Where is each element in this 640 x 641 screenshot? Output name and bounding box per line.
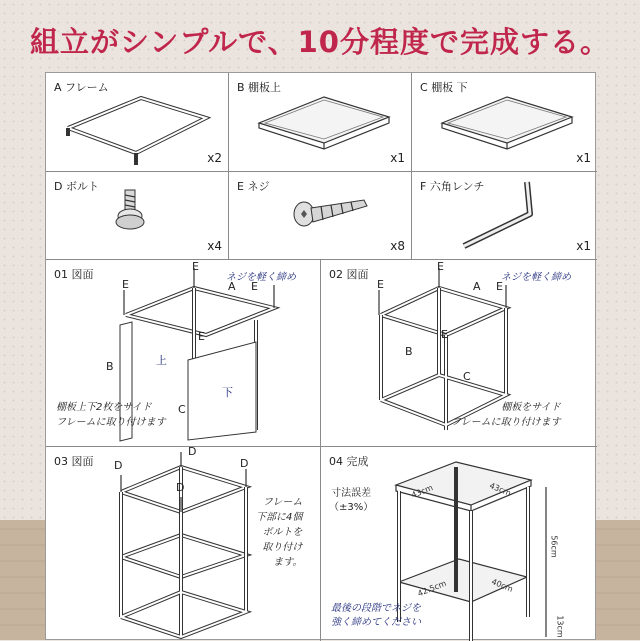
- step-01-note: ネジを軽く締め: [226, 272, 296, 283]
- part-qty-a: x2: [207, 151, 222, 165]
- step-03-label-d-front: D: [176, 481, 185, 494]
- step-03-label-d-right: D: [240, 457, 249, 470]
- part-qty-f: x1: [576, 239, 591, 253]
- step-03-label-d-top: D: [188, 445, 197, 458]
- dim-bottom-depth: 40cm: [490, 577, 515, 594]
- part-label-f: F 六角レンチ: [420, 180, 485, 193]
- part-label-d: D ボルト: [54, 180, 99, 193]
- part-cell-d: [46, 172, 229, 260]
- step-02-label-e-mid: E: [441, 328, 448, 341]
- dim-top-width: 43cm: [410, 483, 435, 500]
- step-04-title: 04 完成: [329, 455, 369, 468]
- dim-foot: 13cm: [555, 615, 565, 638]
- bolt-icon: [46, 172, 229, 260]
- step-03-caption: フレーム 下部に4個 ボルトを 取り付け ます。: [256, 497, 303, 568]
- part-label-b: B 棚板上: [237, 81, 282, 94]
- part-qty-b: x1: [390, 151, 405, 165]
- spec-value: （±3%）: [329, 502, 374, 513]
- step-03-label-d-left: D: [114, 459, 123, 472]
- step-04-caption: 最後の段階でネジを 強く締めてください: [331, 603, 421, 628]
- dim-height: 56cm: [549, 535, 559, 558]
- bottom-shelf-panel-icon: [412, 73, 597, 172]
- hex-wrench-icon: [412, 172, 597, 260]
- step-02-note: ネジを軽く締め: [501, 272, 571, 283]
- step-01-title: 01 図面: [54, 268, 94, 281]
- step-01-label-e-left: E: [122, 278, 129, 291]
- step-02-label-e-top: E: [437, 260, 444, 273]
- step-01-label-down: 下: [222, 386, 233, 399]
- part-cell-f: [412, 172, 597, 260]
- instruction-sheet: [45, 72, 596, 640]
- step-01-caption: 棚板上下2枚をサイド フレームに取り付けます: [56, 402, 166, 428]
- step-01-label-up: 上: [156, 354, 167, 367]
- part-cell-c: [412, 73, 597, 172]
- step-02-label-b: B: [405, 345, 413, 358]
- step-02-label-e-left: E: [377, 278, 384, 291]
- step-04-panel: [321, 447, 597, 641]
- step-01-label-c: C: [178, 403, 186, 416]
- step-02-title: 02 図面: [329, 268, 369, 281]
- top-shelf-panel-icon: [229, 73, 412, 172]
- step-02-label-e-right: E: [496, 280, 503, 293]
- part-label-e: E ネジ: [237, 180, 270, 193]
- part-cell-b: [229, 73, 412, 172]
- step-01-label-e-right: E: [251, 280, 258, 293]
- part-cell-e: [229, 172, 412, 260]
- step-01-label-e-mid: E: [198, 330, 205, 343]
- dim-top-depth: 43cm: [488, 481, 513, 498]
- step-02-panel: [321, 260, 597, 447]
- step-01-label-a: A: [228, 280, 236, 293]
- dim-bottom-width: 42.5cm: [416, 578, 448, 599]
- frame-part-icon: [46, 73, 229, 172]
- step-03-panel: [46, 447, 321, 641]
- step-02-label-a: A: [473, 280, 481, 293]
- part-label-c: C 棚板 下: [420, 81, 468, 94]
- step-02-caption: 棚板をサイド フレームに取り付けます: [451, 402, 561, 428]
- part-qty-d: x4: [207, 239, 222, 253]
- step-02-label-c: C: [463, 370, 471, 383]
- headline: 組立がシンプルで、10分程度で完成する。: [30, 25, 610, 59]
- spec-title: 寸法誤差: [331, 488, 372, 499]
- part-label-a: A フレーム: [54, 81, 109, 94]
- step-01-label-e-top: E: [192, 260, 199, 273]
- step-01-label-b: B: [106, 360, 114, 373]
- part-qty-c: x1: [576, 151, 591, 165]
- step-03-title: 03 図面: [54, 455, 94, 468]
- part-cell-a: [46, 73, 229, 172]
- part-qty-e: x8: [390, 239, 405, 253]
- step-01-panel: [46, 260, 321, 447]
- screw-icon: [229, 172, 412, 260]
